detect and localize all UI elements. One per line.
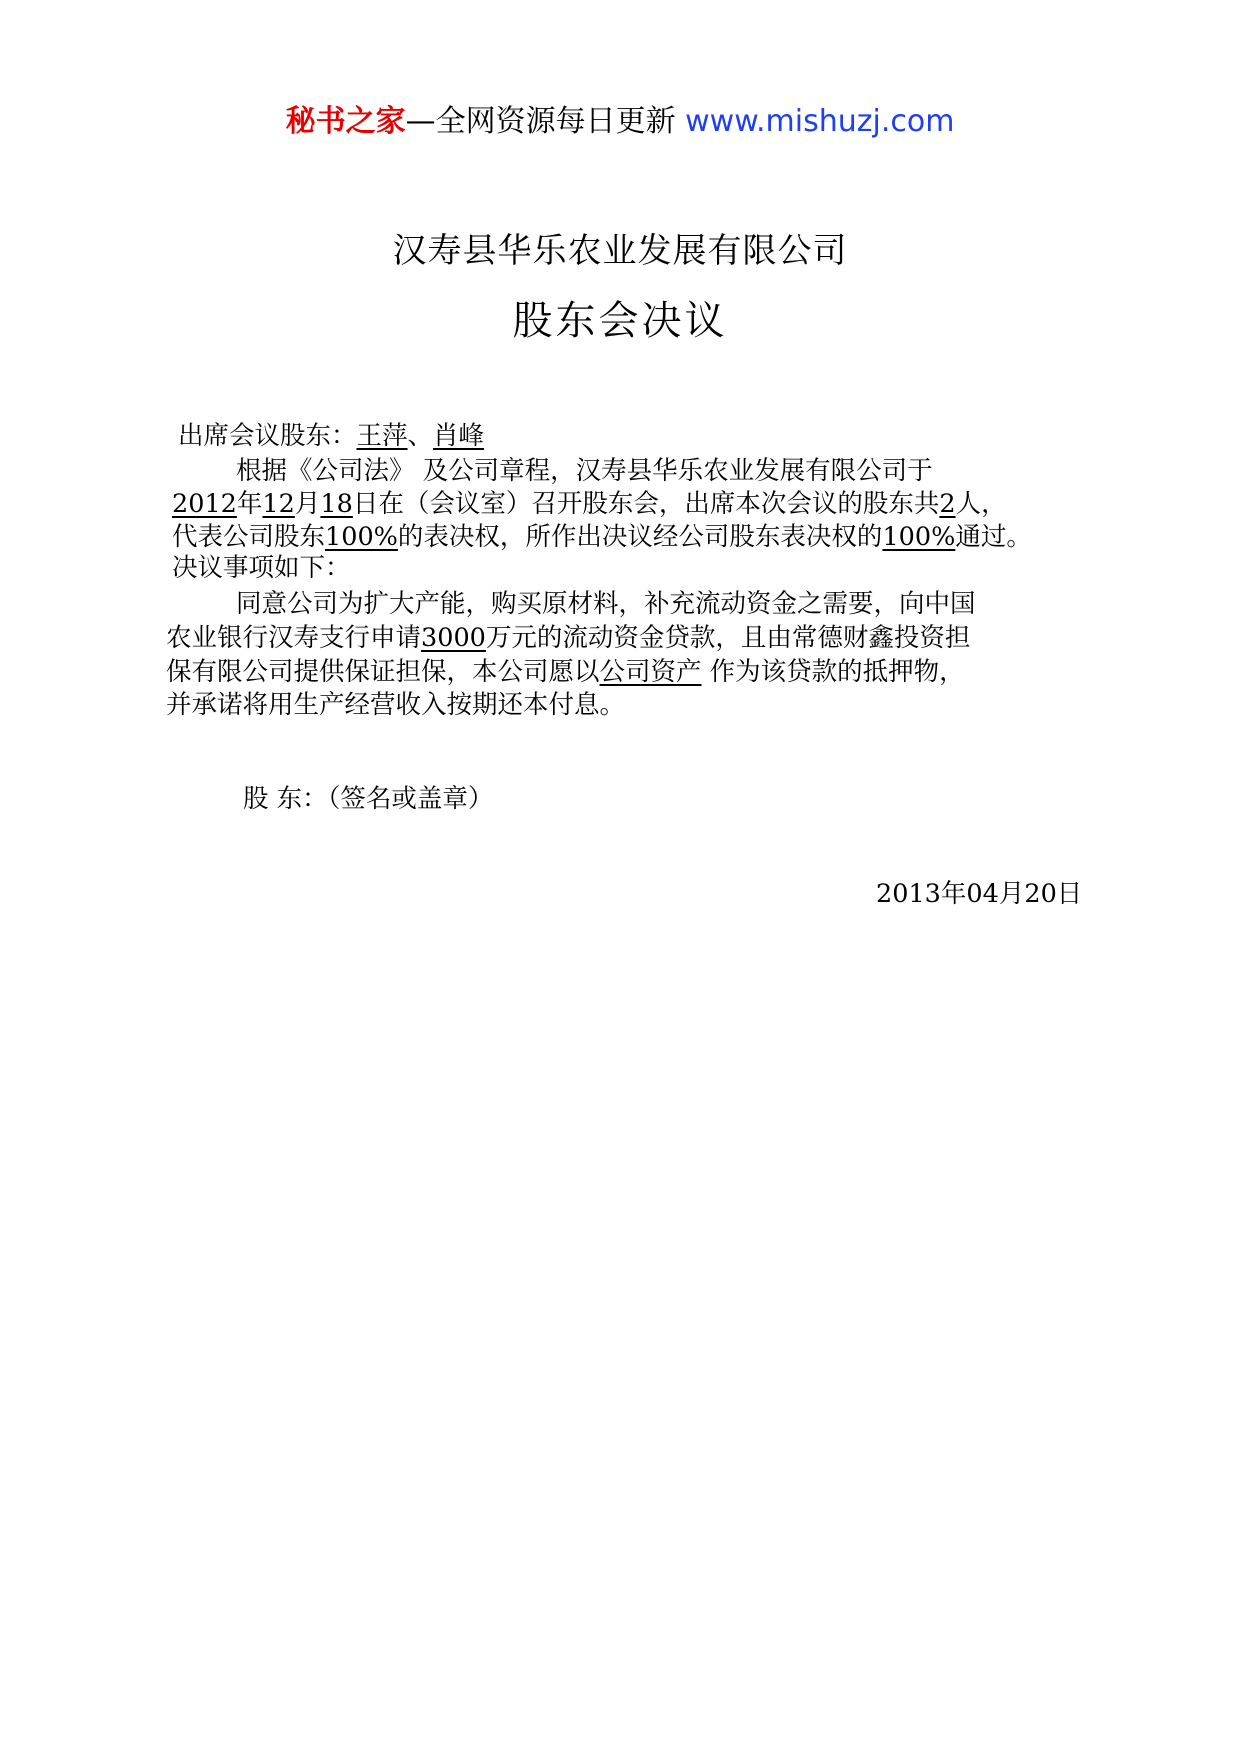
para1-line3-b: 的表决权，所作出决议经公司股东表决权的: [397, 522, 883, 552]
para2-line3-b: 作为该贷款的抵押物，: [701, 657, 965, 687]
para2-line3: [166, 656, 965, 689]
count-suffix: 人，: [955, 489, 1007, 519]
attendee-name-1: 王萍: [356, 421, 408, 451]
voting-percent-2: 100%: [882, 522, 956, 552]
meeting-year: 2012: [172, 489, 237, 519]
attendee-separator: 、: [407, 421, 434, 451]
voting-percent-1: 100%: [325, 522, 398, 552]
loan-amount: 3000: [421, 623, 486, 653]
para2-line2-b: 万元的流动资金贷款，且由常德财鑫投资担: [485, 623, 971, 653]
attendees-line: [178, 420, 484, 453]
site-banner: [0, 100, 1240, 144]
shareholder-count: 2: [939, 489, 956, 519]
para1-line4: 决议事项如下：: [172, 553, 351, 583]
collateral: 公司资产: [599, 657, 702, 687]
banner-site-link[interactable]: www.mishuzj.com: [685, 104, 955, 139]
resolution-date: 2013年04月20日: [876, 879, 1083, 909]
para2-line2: [166, 622, 970, 655]
para2-line3-a: 保有限公司提供保证担保，本公司愿以: [166, 657, 600, 687]
attendees-label: 出席会议股东：: [178, 421, 357, 451]
para1-line3-a: 代表公司股东: [172, 522, 326, 552]
para1-line3: [172, 521, 1032, 554]
para2-line4: 并承诺将用生产经营收入按期还本付息。: [166, 690, 626, 720]
para1-line1: 根据《公司法》 及公司章程，汉寿县华乐农业发展有限公司于: [236, 456, 933, 486]
para1-line2-text: 日在（会议室）召开股东会，出席本次会议的股东共: [352, 489, 940, 519]
company-name: 汉寿县华乐农业发展有限公司: [392, 231, 848, 271]
meeting-month: 12: [262, 489, 295, 519]
meeting-day: 18: [320, 489, 353, 519]
signature-line: 股 东：（签名或盖章）: [243, 784, 494, 814]
banner-slogan: —全网资源每日更新: [405, 104, 686, 139]
para1-line2: [172, 488, 1007, 521]
banner-brand: 秘书之家: [285, 104, 406, 139]
para1-line3-c: 通过。: [955, 522, 1032, 552]
attendee-name-2: 肖峰: [433, 421, 485, 451]
para2-line1: 同意公司为扩大产能，购买原材料，补充流动资金之需要，向中国: [236, 589, 976, 619]
year-suffix: 年: [236, 489, 263, 519]
month-suffix: 月: [294, 489, 321, 519]
document-title: 股东会决议: [512, 298, 728, 344]
para2-line2-a: 农业银行汉寿支行申请: [166, 623, 422, 653]
